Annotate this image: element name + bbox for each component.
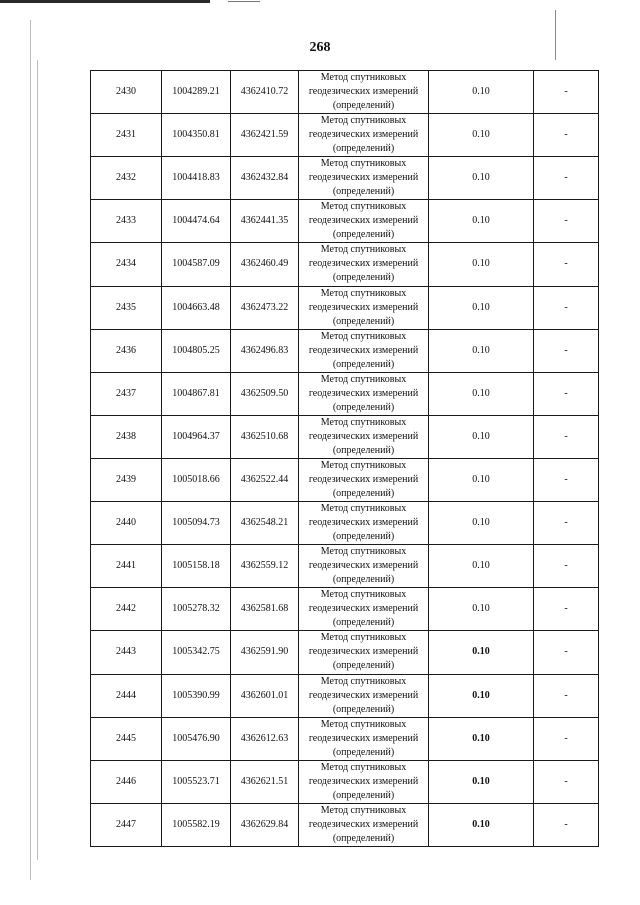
point-number-cell: 2439	[91, 458, 162, 501]
method-line: Метод спутниковых	[320, 115, 407, 127]
table-row	[91, 674, 599, 717]
method-cell	[299, 458, 429, 501]
x-coordinate-cell: 1005158.18	[162, 545, 231, 588]
accuracy-cell: 0.10	[429, 243, 534, 286]
point-number-cell: 2440	[91, 502, 162, 545]
method-line: (определений)	[332, 488, 395, 500]
accuracy-cell: 0.10	[429, 760, 534, 803]
note-cell: -	[534, 286, 599, 329]
y-coordinate-cell: 4362441.35	[231, 200, 299, 243]
method-line: геодезических измерений	[308, 86, 419, 98]
accuracy-cell: 0.10	[429, 588, 534, 631]
method-line: геодезических измерений	[308, 258, 419, 270]
accuracy-cell: 0.10	[429, 415, 534, 458]
method-line: (определений)	[332, 100, 395, 112]
method-cell	[299, 114, 429, 157]
accuracy-cell: 0.10	[429, 157, 534, 200]
accuracy-cell: 0.10	[429, 502, 534, 545]
method-cell	[299, 415, 429, 458]
y-coordinate-cell: 4362559.12	[231, 545, 299, 588]
method-line: Метод спутниковых	[320, 804, 407, 816]
point-number-cell: 2435	[91, 286, 162, 329]
method-cell	[299, 674, 429, 717]
scan-header-line	[0, 0, 210, 3]
point-number-cell: 2434	[91, 243, 162, 286]
table-body	[91, 71, 599, 847]
method-line: геодезических измерений	[308, 689, 419, 701]
x-coordinate-cell: 1005342.75	[162, 631, 231, 674]
note-cell: -	[534, 372, 599, 415]
table-row	[91, 545, 599, 588]
method-line: (определений)	[332, 358, 395, 370]
table-row	[91, 200, 599, 243]
method-line: Метод спутниковых	[320, 546, 407, 558]
note-cell: -	[534, 71, 599, 114]
table-row	[91, 286, 599, 329]
method-cell	[299, 372, 429, 415]
y-coordinate-cell: 4362629.84	[231, 803, 299, 846]
scan-header-mark	[228, 1, 260, 2]
method-cell	[299, 803, 429, 846]
x-coordinate-cell: 1004474.64	[162, 200, 231, 243]
point-number-cell: 2437	[91, 372, 162, 415]
method-line: геодезических измерений	[308, 818, 419, 830]
x-coordinate-cell: 1005018.66	[162, 458, 231, 501]
point-number-cell: 2441	[91, 545, 162, 588]
y-coordinate-cell: 4362509.50	[231, 372, 299, 415]
table-row	[91, 71, 599, 114]
table-row	[91, 631, 599, 674]
x-coordinate-cell: 1005390.99	[162, 674, 231, 717]
method-line: (определений)	[332, 272, 395, 284]
method-line: Метод спутниковых	[320, 589, 407, 601]
accuracy-cell: 0.10	[429, 114, 534, 157]
method-line: (определений)	[332, 401, 395, 413]
x-coordinate-cell: 1004418.83	[162, 157, 231, 200]
method-cell	[299, 329, 429, 372]
accuracy-cell: 0.10	[429, 717, 534, 760]
y-coordinate-cell: 4362510.68	[231, 415, 299, 458]
method-cell	[299, 631, 429, 674]
point-number-cell: 2431	[91, 114, 162, 157]
point-number-cell: 2444	[91, 674, 162, 717]
x-coordinate-cell: 1004350.81	[162, 114, 231, 157]
table-row	[91, 243, 599, 286]
y-coordinate-cell: 4362522.44	[231, 458, 299, 501]
note-cell: -	[534, 803, 599, 846]
y-coordinate-cell: 4362473.22	[231, 286, 299, 329]
point-number-cell: 2442	[91, 588, 162, 631]
method-cell	[299, 545, 429, 588]
note-cell: -	[534, 717, 599, 760]
table-row	[91, 717, 599, 760]
y-coordinate-cell: 4362496.83	[231, 329, 299, 372]
method-line: геодезических измерений	[308, 344, 419, 356]
point-number-cell: 2438	[91, 415, 162, 458]
method-cell	[299, 71, 429, 114]
method-line: Метод спутниковых	[320, 632, 407, 644]
note-cell: -	[534, 243, 599, 286]
method-line: геодезических измерений	[308, 474, 419, 486]
note-cell: -	[534, 588, 599, 631]
table-row	[91, 458, 599, 501]
note-cell: -	[534, 631, 599, 674]
method-line: Метод спутниковых	[320, 718, 407, 730]
note-cell: -	[534, 329, 599, 372]
x-coordinate-cell: 1004964.37	[162, 415, 231, 458]
method-line: Метод спутниковых	[320, 503, 407, 515]
point-number-cell: 2436	[91, 329, 162, 372]
method-line: геодезических измерений	[308, 215, 419, 227]
y-coordinate-cell: 4362460.49	[231, 243, 299, 286]
accuracy-cell: 0.10	[429, 803, 534, 846]
note-cell: -	[534, 415, 599, 458]
y-coordinate-cell: 4362621.51	[231, 760, 299, 803]
method-cell	[299, 588, 429, 631]
accuracy-cell: 0.10	[429, 545, 534, 588]
method-line: геодезических измерений	[308, 301, 419, 313]
method-line: (определений)	[332, 531, 395, 543]
point-number-cell: 2445	[91, 717, 162, 760]
method-line: Метод спутниковых	[320, 158, 407, 170]
accuracy-cell: 0.10	[429, 286, 534, 329]
x-coordinate-cell: 1004663.48	[162, 286, 231, 329]
x-coordinate-cell: 1004867.81	[162, 372, 231, 415]
accuracy-cell: 0.10	[429, 200, 534, 243]
method-cell	[299, 760, 429, 803]
method-line: Метод спутниковых	[320, 675, 407, 687]
method-line: (определений)	[332, 143, 395, 155]
method-cell	[299, 717, 429, 760]
method-line: геодезических измерений	[308, 560, 419, 572]
table-row	[91, 372, 599, 415]
note-cell: -	[534, 157, 599, 200]
method-line: (определений)	[332, 617, 395, 629]
accuracy-cell: 0.10	[429, 458, 534, 501]
method-cell	[299, 243, 429, 286]
method-line: (определений)	[332, 229, 395, 241]
point-number-cell: 2432	[91, 157, 162, 200]
method-line: (определений)	[332, 186, 395, 198]
scan-artifact-line	[37, 60, 38, 860]
accuracy-cell: 0.10	[429, 71, 534, 114]
method-line: Метод спутниковых	[320, 287, 407, 299]
point-number-cell: 2433	[91, 200, 162, 243]
method-line: геодезических измерений	[308, 775, 419, 787]
note-cell: -	[534, 458, 599, 501]
y-coordinate-cell: 4362432.84	[231, 157, 299, 200]
accuracy-cell: 0.10	[429, 329, 534, 372]
method-cell	[299, 200, 429, 243]
y-coordinate-cell: 4362421.59	[231, 114, 299, 157]
y-coordinate-cell: 4362581.68	[231, 588, 299, 631]
accuracy-cell: 0.10	[429, 674, 534, 717]
method-line: геодезических измерений	[308, 603, 419, 615]
x-coordinate-cell: 1005523.71	[162, 760, 231, 803]
method-line: Метод спутниковых	[320, 72, 407, 84]
x-coordinate-cell: 1004587.09	[162, 243, 231, 286]
table-row	[91, 157, 599, 200]
method-line: геодезических измерений	[308, 387, 419, 399]
x-coordinate-cell: 1005476.90	[162, 717, 231, 760]
scan-artifact-line	[30, 20, 31, 880]
table-row	[91, 803, 599, 846]
accuracy-cell: 0.10	[429, 631, 534, 674]
x-coordinate-cell: 1005278.32	[162, 588, 231, 631]
method-line: (определений)	[332, 660, 395, 672]
method-line: Метод спутниковых	[320, 460, 407, 472]
table-row	[91, 588, 599, 631]
note-cell: -	[534, 502, 599, 545]
note-cell: -	[534, 674, 599, 717]
coordinates-table	[90, 70, 599, 847]
note-cell: -	[534, 200, 599, 243]
point-number-cell: 2430	[91, 71, 162, 114]
y-coordinate-cell: 4362410.72	[231, 71, 299, 114]
point-number-cell: 2443	[91, 631, 162, 674]
point-number-cell: 2447	[91, 803, 162, 846]
method-line: (определений)	[332, 789, 395, 801]
note-cell: -	[534, 545, 599, 588]
method-cell	[299, 286, 429, 329]
method-cell	[299, 157, 429, 200]
method-cell	[299, 502, 429, 545]
method-line: (определений)	[332, 444, 395, 456]
x-coordinate-cell: 1004289.21	[162, 71, 231, 114]
method-line: Метод спутниковых	[320, 761, 407, 773]
table-row	[91, 415, 599, 458]
page-number: 268	[309, 40, 331, 55]
method-line: геодезических измерений	[308, 517, 419, 529]
method-line: (определений)	[332, 703, 395, 715]
method-line: (определений)	[332, 315, 395, 327]
method-line: геодезических измерений	[308, 129, 419, 141]
y-coordinate-cell: 4362612.63	[231, 717, 299, 760]
method-line: геодезических измерений	[308, 646, 419, 658]
method-line: Метод спутниковых	[320, 416, 407, 428]
table-row	[91, 329, 599, 372]
y-coordinate-cell: 4362601.01	[231, 674, 299, 717]
accuracy-cell: 0.10	[429, 372, 534, 415]
note-cell: -	[534, 760, 599, 803]
method-line: (определений)	[332, 574, 395, 586]
point-number-cell: 2446	[91, 760, 162, 803]
table-row	[91, 760, 599, 803]
y-coordinate-cell: 4362591.90	[231, 631, 299, 674]
method-line: геодезических измерений	[308, 430, 419, 442]
y-coordinate-cell: 4362548.21	[231, 502, 299, 545]
method-line: геодезических измерений	[308, 732, 419, 744]
note-cell: -	[534, 114, 599, 157]
method-line: Метод спутниковых	[320, 330, 407, 342]
table-row	[91, 502, 599, 545]
method-line: Метод спутниковых	[320, 244, 407, 256]
x-coordinate-cell: 1005582.19	[162, 803, 231, 846]
x-coordinate-cell: 1005094.73	[162, 502, 231, 545]
method-line: геодезических измерений	[308, 172, 419, 184]
method-line: (определений)	[332, 746, 395, 758]
table-row	[91, 114, 599, 157]
method-line: Метод спутниковых	[320, 201, 407, 213]
method-line: Метод спутниковых	[320, 373, 407, 385]
x-coordinate-cell: 1004805.25	[162, 329, 231, 372]
method-line: (определений)	[332, 832, 395, 844]
